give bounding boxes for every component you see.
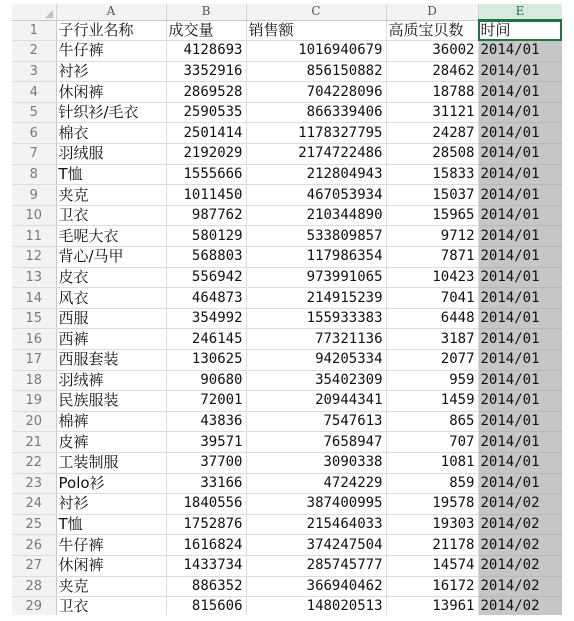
cell-time[interactable]: 2014/01 — [478, 185, 562, 206]
row-number[interactable]: 22 — [12, 452, 56, 473]
cell-volume[interactable]: 130625 — [166, 350, 246, 371]
row-number[interactable]: 27 — [12, 555, 56, 576]
cell-quality-items[interactable]: 9712 — [386, 226, 478, 247]
cell-sales[interactable]: 2174722486 — [246, 144, 386, 165]
cell-subindustry[interactable]: 羽绒服 — [56, 144, 166, 165]
cell-sales[interactable]: 155933383 — [246, 308, 386, 329]
cell-time[interactable]: 2014/01 — [478, 144, 562, 165]
cell-quality-items[interactable]: 707 — [386, 432, 478, 453]
cell-time[interactable]: 2014/02 — [478, 514, 562, 535]
cell-subindustry-header[interactable]: 子行业名称 — [56, 20, 166, 41]
spreadsheet-grid — [12, 4, 562, 615]
cell-sales[interactable]: 3090338 — [246, 452, 386, 473]
cell-time[interactable]: 2014/01 — [478, 452, 562, 473]
row-number[interactable]: 1 — [12, 20, 56, 41]
cell-volume[interactable]: 1752876 — [166, 514, 246, 535]
row-number[interactable]: 4 — [12, 82, 56, 103]
table-row — [12, 432, 562, 453]
cell-subindustry[interactable]: 西服套装 — [56, 350, 166, 371]
cell-volume[interactable]: 1433734 — [166, 555, 246, 576]
table-row — [12, 514, 562, 535]
cell-sales[interactable]: 856150882 — [246, 61, 386, 82]
cell-volume[interactable]: 464873 — [166, 288, 246, 309]
cell-quality-items[interactable]: 1459 — [386, 391, 478, 412]
row-number[interactable]: 12 — [12, 247, 56, 268]
cell-quality-items[interactable]: 18788 — [386, 82, 478, 103]
cell-quality-items-header[interactable]: 高质宝贝数 — [386, 20, 478, 41]
cell-quality-items[interactable]: 36002 — [386, 41, 478, 62]
table-row — [12, 350, 562, 371]
cell-subindustry[interactable]: 民族服装 — [56, 391, 166, 412]
table-row — [12, 452, 562, 473]
cell-volume[interactable]: 1011450 — [166, 185, 246, 206]
table-row — [12, 576, 562, 597]
cell-subindustry[interactable]: 西服 — [56, 308, 166, 329]
row-number[interactable]: 20 — [12, 411, 56, 432]
table-row — [12, 247, 562, 268]
cell-time[interactable]: 2014/01 — [478, 329, 562, 350]
cell-quality-items[interactable]: 13961 — [386, 597, 478, 615]
cell-quality-items[interactable]: 7871 — [386, 247, 478, 268]
table-row — [12, 329, 562, 350]
cell-volume[interactable]: 39571 — [166, 432, 246, 453]
cell-quality-items[interactable]: 31121 — [386, 102, 478, 123]
cell-volume[interactable]: 1840556 — [166, 494, 246, 515]
table-row — [12, 41, 562, 62]
cell-quality-items[interactable]: 21178 — [386, 535, 478, 556]
cell-quality-items[interactable]: 15037 — [386, 185, 478, 206]
cell-volume[interactable]: 556942 — [166, 267, 246, 288]
cell-time[interactable]: 2014/01 — [478, 267, 562, 288]
cell-sales[interactable]: 387400995 — [246, 494, 386, 515]
cell-volume[interactable]: 1555666 — [166, 164, 246, 185]
cell-sales[interactable]: 7547613 — [246, 411, 386, 432]
cell-subindustry[interactable]: 棉裤 — [56, 411, 166, 432]
cell-sales[interactable]: 214915239 — [246, 288, 386, 309]
cell-subindustry[interactable]: 皮裤 — [56, 432, 166, 453]
cell-volume[interactable]: 568803 — [166, 247, 246, 268]
cell-volume[interactable]: 815606 — [166, 597, 246, 615]
cell-quality-items[interactable]: 865 — [386, 411, 478, 432]
table-row — [12, 391, 562, 412]
cell-quality-items[interactable]: 15833 — [386, 164, 478, 185]
row-number[interactable]: 23 — [12, 473, 56, 494]
cell-sales[interactable]: 7658947 — [246, 432, 386, 453]
cell-time[interactable]: 2014/02 — [478, 555, 562, 576]
table-row — [12, 555, 562, 576]
cell-subindustry[interactable]: 毛呢大衣 — [56, 226, 166, 247]
cell-quality-items[interactable]: 24287 — [386, 123, 478, 144]
cell-subindustry[interactable]: T恤 — [56, 164, 166, 185]
cell-sales[interactable]: 1178327795 — [246, 123, 386, 144]
table-row — [12, 61, 562, 82]
cell-quality-items[interactable]: 16172 — [386, 576, 478, 597]
cell-time[interactable]: 2014/02 — [478, 535, 562, 556]
cell-time[interactable]: 2014/01 — [478, 82, 562, 103]
cell-volume[interactable]: 987762 — [166, 205, 246, 226]
cell-quality-items[interactable]: 19303 — [386, 514, 478, 535]
cell-quality-items[interactable]: 3187 — [386, 329, 478, 350]
cell-volume[interactable]: 90680 — [166, 370, 246, 391]
cell-subindustry[interactable]: 夹克 — [56, 576, 166, 597]
cell-time[interactable]: 2014/01 — [478, 247, 562, 268]
table-row — [12, 144, 562, 165]
cell-subindustry[interactable]: 休闲裤 — [56, 82, 166, 103]
cell-sales[interactable]: 212804943 — [246, 164, 386, 185]
select-all-corner[interactable] — [12, 4, 56, 20]
cell-subindustry[interactable]: T恤 — [56, 514, 166, 535]
row-number[interactable]: 6 — [12, 123, 56, 144]
cell-volume[interactable]: 3352916 — [166, 61, 246, 82]
cell-subindustry[interactable]: 卫衣 — [56, 205, 166, 226]
cell-sales[interactable]: 148020513 — [246, 597, 386, 615]
table-row — [12, 185, 562, 206]
cell-volume[interactable]: 2501414 — [166, 123, 246, 144]
cell-time[interactable]: 2014/01 — [478, 61, 562, 82]
row-number[interactable]: 8 — [12, 164, 56, 185]
cell-volume[interactable]: 2192029 — [166, 144, 246, 165]
cell-sales[interactable]: 77321136 — [246, 329, 386, 350]
cell-subindustry[interactable]: 皮衣 — [56, 267, 166, 288]
cell-quality-items[interactable]: 1081 — [386, 452, 478, 473]
cell-subindustry[interactable]: 牛仔裤 — [56, 41, 166, 62]
table-row — [12, 535, 562, 556]
table-row — [12, 411, 562, 432]
cell-time[interactable]: 2014/02 — [478, 576, 562, 597]
table-row — [12, 370, 562, 391]
column-header-e[interactable]: E — [478, 4, 562, 20]
cell-quality-items[interactable]: 859 — [386, 473, 478, 494]
cell-volume[interactable]: 886352 — [166, 576, 246, 597]
column-header-d[interactable]: D — [386, 4, 478, 20]
header-data-row — [12, 20, 562, 41]
row-number[interactable]: 14 — [12, 288, 56, 309]
cell-time[interactable]: 2014/01 — [478, 123, 562, 144]
cell-sales[interactable]: 35402309 — [246, 370, 386, 391]
column-header-row — [12, 4, 562, 20]
cell-time[interactable]: 2014/01 — [478, 205, 562, 226]
cell-subindustry[interactable]: 休闲裤 — [56, 555, 166, 576]
cell-time[interactable]: 2014/02 — [478, 597, 562, 615]
cell-quality-items[interactable]: 6448 — [386, 308, 478, 329]
cell-subindustry[interactable]: 针织衫/毛衣 — [56, 102, 166, 123]
cell-sales[interactable]: 94205334 — [246, 350, 386, 371]
row-number[interactable]: 15 — [12, 308, 56, 329]
cell-volume[interactable]: 4128693 — [166, 41, 246, 62]
cell-volume[interactable]: 37700 — [166, 452, 246, 473]
cell-subindustry[interactable]: 背心/马甲 — [56, 247, 166, 268]
row-number[interactable]: 25 — [12, 514, 56, 535]
table-row — [12, 288, 562, 309]
row-number[interactable]: 16 — [12, 329, 56, 350]
cell-sales[interactable]: 973991065 — [246, 267, 386, 288]
cell-volume[interactable]: 246145 — [166, 329, 246, 350]
column-header-a[interactable]: A — [56, 4, 166, 20]
cell-volume[interactable]: 354992 — [166, 308, 246, 329]
row-number[interactable]: 5 — [12, 102, 56, 123]
column-header-c[interactable]: C — [246, 4, 386, 20]
row-number[interactable]: 13 — [12, 267, 56, 288]
cell-subindustry[interactable]: 风衣 — [56, 288, 166, 309]
cell-time[interactable]: 2014/01 — [478, 350, 562, 371]
table-row — [12, 494, 562, 515]
cell-volume[interactable]: 1616824 — [166, 535, 246, 556]
row-number[interactable]: 29 — [12, 597, 56, 615]
cell-subindustry[interactable]: 牛仔裤 — [56, 535, 166, 556]
table-row — [12, 226, 562, 247]
cell-sales[interactable]: 4724229 — [246, 473, 386, 494]
cell-time[interactable]: 2014/01 — [478, 164, 562, 185]
cell-volume[interactable]: 580129 — [166, 226, 246, 247]
cell-volume[interactable]: 2590535 — [166, 102, 246, 123]
cell-volume-header[interactable]: 成交量 — [166, 20, 246, 41]
cell-volume[interactable]: 43836 — [166, 411, 246, 432]
cell-time[interactable]: 2014/02 — [478, 494, 562, 515]
cell-sales-header[interactable]: 销售额 — [246, 20, 386, 41]
cell-table — [12, 4, 562, 615]
cell-volume[interactable]: 2869528 — [166, 82, 246, 103]
cell-volume[interactable]: 33166 — [166, 473, 246, 494]
cell-sales[interactable]: 285745777 — [246, 555, 386, 576]
cell-quality-items[interactable]: 28462 — [386, 61, 478, 82]
cell-time[interactable]: 2014/01 — [478, 226, 562, 247]
cell-subindustry[interactable]: Polo衫 — [56, 473, 166, 494]
table-row — [12, 164, 562, 185]
cell-sales[interactable]: 704228096 — [246, 82, 386, 103]
cell-time[interactable]: 2014/01 — [478, 370, 562, 391]
cell-quality-items[interactable]: 10423 — [386, 267, 478, 288]
cell-time[interactable]: 2014/01 — [478, 473, 562, 494]
cell-quality-items[interactable]: 959 — [386, 370, 478, 391]
cell-quality-items[interactable]: 14574 — [386, 555, 478, 576]
cell-quality-items[interactable]: 19578 — [386, 494, 478, 515]
row-number[interactable]: 28 — [12, 576, 56, 597]
cell-subindustry[interactable]: 棉衣 — [56, 123, 166, 144]
cell-subindustry[interactable]: 西裤 — [56, 329, 166, 350]
cell-sales[interactable]: 210344890 — [246, 205, 386, 226]
row-number[interactable]: 11 — [12, 226, 56, 247]
column-header-b[interactable]: B — [166, 4, 246, 20]
cell-time[interactable]: 2014/01 — [478, 308, 562, 329]
cell-sales[interactable]: 1016940679 — [246, 41, 386, 62]
cell-quality-items[interactable]: 2077 — [386, 350, 478, 371]
row-number[interactable]: 3 — [12, 61, 56, 82]
cell-subindustry[interactable]: 羽绒裤 — [56, 370, 166, 391]
table-row — [12, 267, 562, 288]
cell-subindustry[interactable]: 工装制服 — [56, 452, 166, 473]
table-row — [12, 205, 562, 226]
row-number[interactable]: 21 — [12, 432, 56, 453]
row-number[interactable]: 17 — [12, 350, 56, 371]
table-row — [12, 102, 562, 123]
cell-time[interactable]: 2014/01 — [478, 288, 562, 309]
cell-time[interactable]: 2014/01 — [478, 411, 562, 432]
cell-time[interactable]: 2014/01 — [478, 41, 562, 62]
cell-sales[interactable]: 866339406 — [246, 102, 386, 123]
row-number[interactable]: 2 — [12, 41, 56, 62]
cell-sales[interactable]: 533809857 — [246, 226, 386, 247]
row-number[interactable]: 9 — [12, 185, 56, 206]
cell-subindustry[interactable]: 衬衫 — [56, 494, 166, 515]
row-number[interactable]: 18 — [12, 370, 56, 391]
cell-sales[interactable]: 117986354 — [246, 247, 386, 268]
cell-sales[interactable]: 467053934 — [246, 185, 386, 206]
table-row — [12, 82, 562, 103]
cell-subindustry[interactable]: 衬衫 — [56, 61, 166, 82]
cell-quality-items[interactable]: 15965 — [386, 205, 478, 226]
table-row — [12, 597, 562, 615]
row-number[interactable]: 7 — [12, 144, 56, 165]
table-row — [12, 123, 562, 144]
row-number[interactable]: 24 — [12, 494, 56, 515]
cell-subindustry[interactable]: 卫衣 — [56, 597, 166, 615]
cell-quality-items[interactable]: 28508 — [386, 144, 478, 165]
cell-sales[interactable]: 20944341 — [246, 391, 386, 412]
cell-quality-items[interactable]: 7041 — [386, 288, 478, 309]
cell-sales[interactable]: 374247504 — [246, 535, 386, 556]
row-number[interactable]: 26 — [12, 535, 56, 556]
cell-time[interactable]: 2014/01 — [478, 432, 562, 453]
cell-time-header-active[interactable]: 时间 — [478, 20, 562, 41]
cell-sales[interactable]: 215464033 — [246, 514, 386, 535]
table-row — [12, 308, 562, 329]
cell-time[interactable]: 2014/01 — [478, 391, 562, 412]
cell-volume[interactable]: 72001 — [166, 391, 246, 412]
cell-time[interactable]: 2014/01 — [478, 102, 562, 123]
row-number[interactable]: 19 — [12, 391, 56, 412]
cell-subindustry[interactable]: 夹克 — [56, 185, 166, 206]
row-number[interactable]: 10 — [12, 205, 56, 226]
table-row — [12, 473, 562, 494]
cell-sales[interactable]: 366940462 — [246, 576, 386, 597]
select-all-triangle-icon — [45, 10, 53, 18]
